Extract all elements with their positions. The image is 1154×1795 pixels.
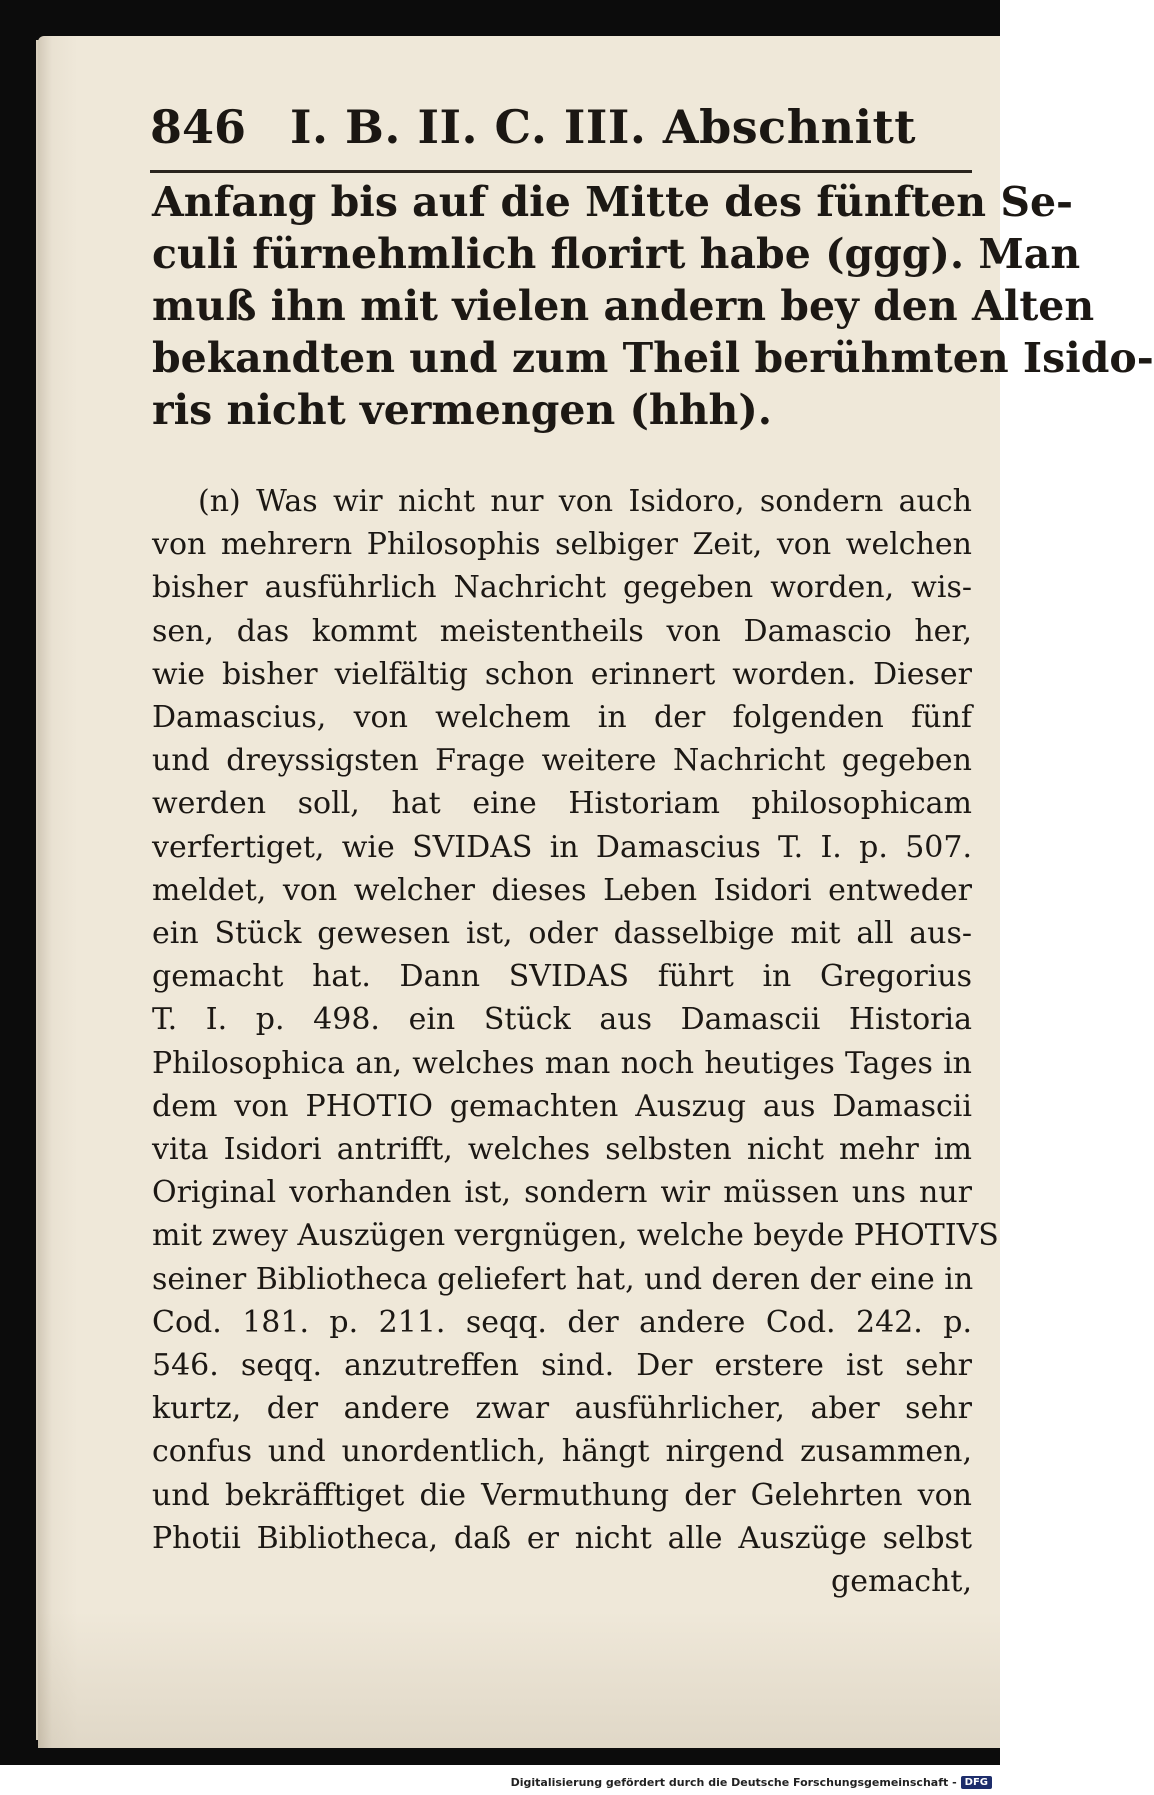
header-rule [150, 170, 972, 173]
running-head: I. B. II. C. III. Abschnitt [290, 100, 917, 154]
note-line: verfertiget, wie SVIDAS in Damascius T. I. p. 507. [152, 829, 972, 865]
note-line: mit zwey Auszügen vergnügen, welche beyde PHOTIVS [152, 1218, 999, 1254]
digitization-credit [511, 1776, 992, 1789]
note-line: (n) Was wir nicht nur von Isidoro, sondern auch [198, 484, 972, 519]
note-line: Cod. 181. p. 211. seqq. der andere Cod. 242. p. [152, 1304, 972, 1340]
dfg-logo: DFG [961, 1776, 992, 1789]
note-line: ein Stück gewesen ist, oder dasselbige mit all aus- [152, 916, 972, 952]
credit-text: Digitalisierung gefördert durch die Deutsche Forschungsgemeinschaft - [510, 1776, 957, 1789]
text-line: culi fürnehmlich florirt habe (ggg). Man [152, 230, 1081, 278]
text-line: muß ihn mit vielen andern bey den Alten [152, 282, 1095, 330]
note-line: seiner Bibliotheca geliefert hat, und deren der eine in [152, 1261, 974, 1297]
text-line: ris nicht vermengen (hhh). [152, 386, 773, 434]
note-line: vita Isidori antrifft, welches selbsten nicht mehr im [152, 1132, 972, 1168]
text-line: bekandten und zum Theil berühmten Isido- [152, 334, 1154, 382]
note-line: sen, das kommt meistentheils von Damascio her, [152, 613, 972, 649]
page-header [150, 100, 980, 166]
page-number: 846 [150, 100, 247, 154]
note-line: und bekräfftiget die Vermuthung der Gelehrten von [152, 1477, 972, 1513]
main-paragraph [152, 176, 1154, 436]
text-line: Anfang bis auf die Mitte des fünften Se- [152, 178, 1074, 226]
footnote-paragraph [152, 480, 999, 1603]
note-line: Damascius, von welchem in der folgenden fünf [152, 700, 972, 736]
note-line: gemacht hat. Dann SVIDAS führt in Gregorius [152, 959, 972, 995]
note-line: von mehrern Philosophis selbiger Zeit, von welchen [152, 527, 972, 563]
note-line: kurtz, der andere zwar ausführlicher, aber sehr [152, 1391, 972, 1427]
note-line: T. I. p. 498. ein Stück aus Damascii Historia [152, 1002, 972, 1038]
catchword: gemacht, [830, 1564, 972, 1600]
note-line: und dreyssigsten Frage weitere Nachricht gegeben [152, 743, 972, 779]
note-line: werden soll, hat eine Historiam philosophicam [152, 786, 972, 822]
note-line: Original vorhanden ist, sondern wir müssen uns nur [152, 1175, 972, 1211]
note-line: 546. seqq. anzutreffen sind. Der erstere ist sehr [152, 1348, 972, 1384]
note-line: dem von PHOTIO gemachten Auszug aus Damascii [152, 1088, 972, 1124]
note-line: wie bisher vielfältig schon erinnert worden. Dieser [152, 656, 972, 692]
note-line: Philosophica an, welches man noch heutiges Tages in [152, 1045, 972, 1081]
note-line: bisher ausführlich Nachricht gegeben worden, wis- [152, 570, 972, 606]
note-line: confus und unordentlich, hängt nirgend zusammen, [152, 1434, 972, 1470]
note-line: meldet, von welcher dieses Leben Isidori entweder [152, 872, 972, 908]
note-line: Photii Bibliotheca, daß er nicht alle Auszüge selbst [152, 1520, 972, 1556]
